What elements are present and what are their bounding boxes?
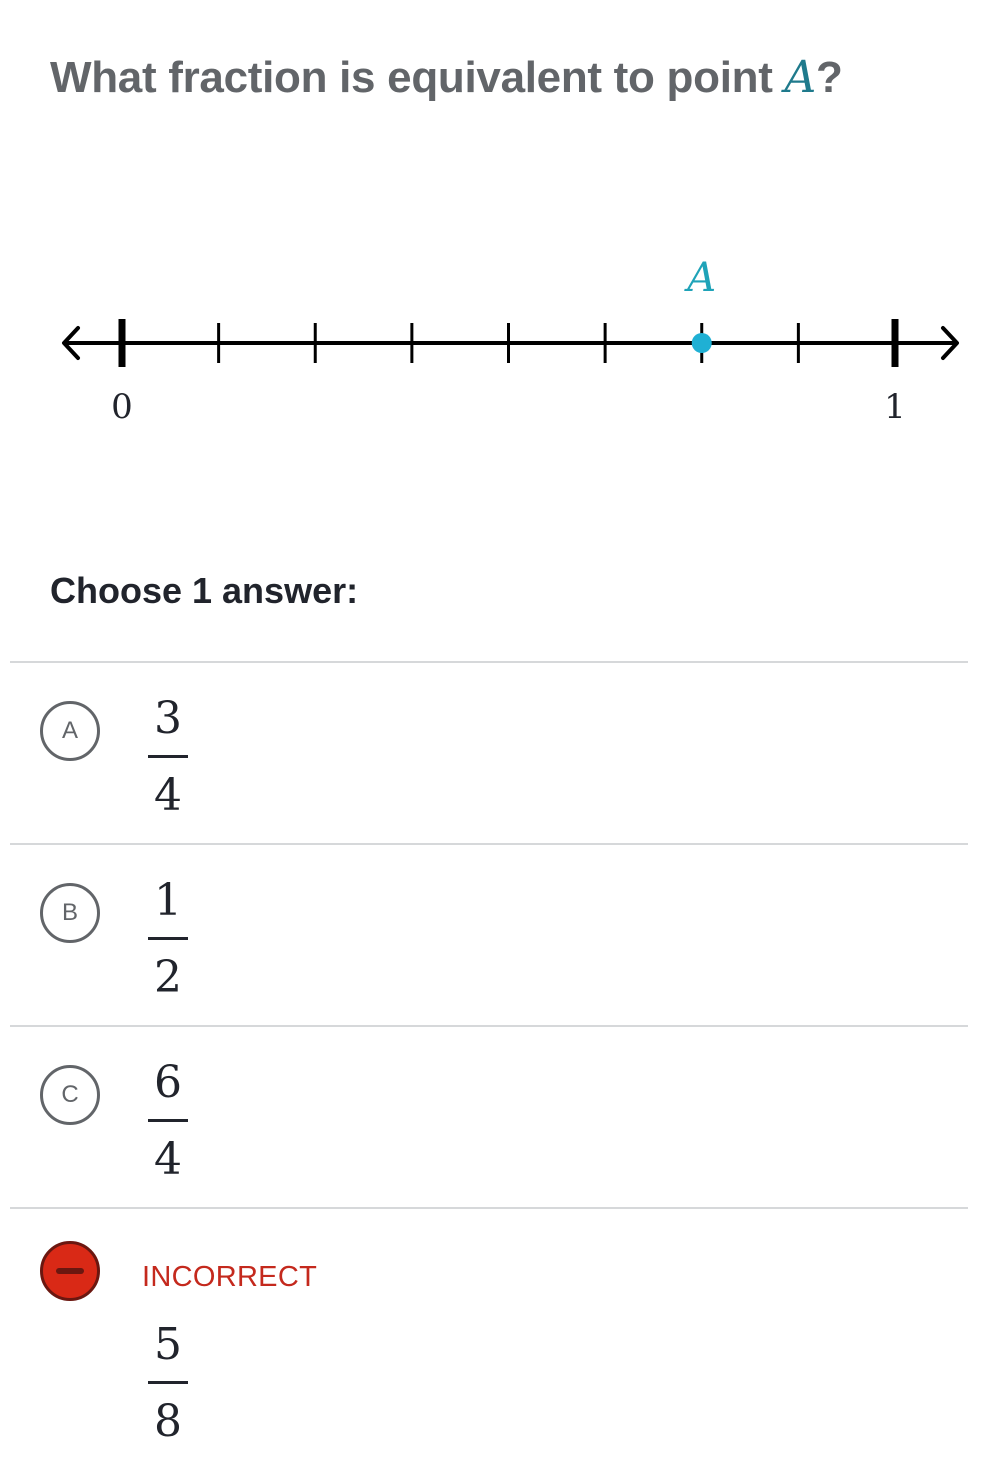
incorrect-status-label: INCORRECT: [142, 1261, 318, 1293]
choice-a-letter: A: [40, 701, 100, 761]
number-line-end-label: 1: [884, 387, 906, 427]
point-a-marker: [692, 333, 712, 353]
number-line: [0, 0, 994, 480]
fraction-bar: [148, 755, 188, 758]
number-line-start-label: 0: [111, 387, 133, 427]
choice-d-denominator: 8: [154, 1396, 182, 1447]
choice-b-denominator: 2: [154, 952, 182, 1003]
fraction-bar: [148, 1381, 188, 1384]
choice-b-numerator: 1: [154, 875, 182, 926]
choice-b[interactable]: [10, 843, 968, 1025]
choose-answer-prompt: Choose 1 answer:: [50, 570, 359, 611]
minus-icon: [56, 1268, 84, 1274]
fraction-bar: [148, 1119, 188, 1122]
question-text: What fraction is equivalent to point: [50, 53, 785, 102]
incorrect-minus-icon: [40, 1241, 100, 1301]
choice-c-letter: C: [40, 1065, 100, 1125]
choice-a[interactable]: [10, 661, 968, 843]
choice-c-denominator: 4: [154, 1134, 182, 1185]
choice-b-letter: B: [40, 883, 100, 943]
choice-b-fraction: [148, 875, 188, 1004]
choice-d-fraction: [148, 1319, 188, 1448]
choice-a-denominator: 4: [154, 770, 182, 821]
point-a-label: A: [687, 255, 717, 301]
choice-a-numerator: 3: [154, 693, 182, 744]
choice-a-fraction: [148, 693, 188, 822]
choice-c-fraction: [148, 1057, 188, 1186]
choice-d-numerator: 5: [154, 1319, 182, 1370]
question-variable: A: [784, 52, 816, 103]
answer-choices: [10, 661, 968, 1469]
question-suffix: ?: [815, 53, 843, 102]
fraction-bar: [148, 937, 188, 940]
choice-c[interactable]: [10, 1025, 968, 1207]
choice-c-numerator: 6: [154, 1057, 182, 1108]
choice-d-selected[interactable]: [10, 1207, 968, 1469]
